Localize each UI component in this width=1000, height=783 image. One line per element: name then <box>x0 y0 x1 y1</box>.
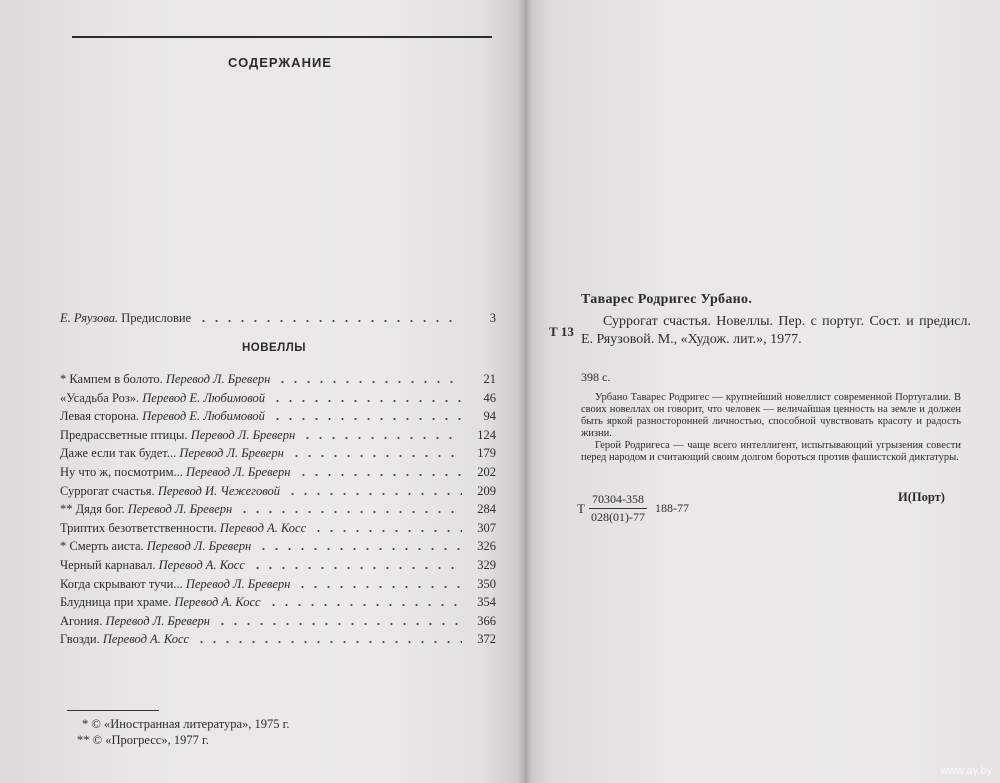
entry-title: Смерть аиста. <box>69 539 144 554</box>
entry-mark: ** <box>60 502 73 517</box>
page-count: 398 с. <box>581 370 611 384</box>
toc-entry <box>60 576 496 592</box>
entry-title: Триптих безответственности. <box>60 520 217 535</box>
toc-entry <box>60 390 496 406</box>
annotation-paragraph: Урбано Таварес Родригес — крупнейший новеллист современной Португалии. В своих новеллах он говорит, что человек — величайшая ценность на земле и должен быть яркой разносторонней личностью, способной чувствовать красоту и радость жизни. <box>581 392 961 439</box>
toc-entry <box>60 594 496 610</box>
dot-leader <box>195 635 462 644</box>
toc-entry <box>60 464 496 480</box>
footnote-text: © «Прогресс», 1977 г. <box>92 733 209 747</box>
watermark: www.ay.by <box>940 765 992 777</box>
entry-title: Левая сторона. <box>60 409 140 424</box>
entry-page: 21 <box>483 372 496 386</box>
section-title: НОВЕЛЛЫ <box>241 342 307 354</box>
entry-translator: Перевод Л. Бреверн <box>179 446 284 461</box>
footnote-mark: * <box>82 717 89 731</box>
entry-translator: Перевод Л. Бреверн <box>185 576 291 591</box>
dot-leader <box>257 542 462 551</box>
entry-title: Суррогат счастья. <box>60 483 155 498</box>
entry-title: Когда скрывают тучи... <box>60 576 183 591</box>
dot-leader <box>238 505 462 514</box>
toc-entry <box>60 483 496 499</box>
dot-leader <box>296 580 462 589</box>
preface-author: Е. Ряузова. <box>60 311 119 325</box>
annotation <box>581 392 961 464</box>
bib-denominator: 028(01)-77 <box>590 510 645 524</box>
footnote-mark: ** <box>77 733 90 747</box>
preface-title: Предисловие <box>121 311 192 325</box>
footnote-2 <box>77 732 209 748</box>
entry-mark: * <box>60 372 67 386</box>
toc-title: СОДЕРЖАНИЕ <box>228 55 332 70</box>
bib-numerator: 70304-358 <box>591 492 644 506</box>
entry-title: Гвозди. <box>60 632 100 647</box>
annotation-paragraph: Герой Родригеса — чаще всего интеллигент, испытывающий угрызения совести перед народом и считающий своим долгом бороться против фашистской диктатуры. <box>581 440 961 463</box>
dot-leader <box>271 394 462 403</box>
top-rule <box>72 36 492 38</box>
book-author-heading: Таварес Родригес Урбано. <box>581 292 753 307</box>
entry-page: 350 <box>477 576 496 591</box>
entry-title: Черный карнавал. <box>60 558 156 572</box>
entry-page: 46 <box>483 390 496 405</box>
catalog-code: Т 13 <box>549 324 574 339</box>
entry-page: 124 <box>477 427 496 442</box>
entry-translator: Перевод Е. Любимовой <box>142 409 265 424</box>
entry-translator: Перевод Л. Бреверн <box>190 427 296 442</box>
entry-translator: Перевод Л. Бреверн <box>165 372 271 386</box>
entry-page: 366 <box>477 613 496 628</box>
entry-title: Кампем в болото. <box>69 372 163 386</box>
preface-page: 3 <box>489 311 496 325</box>
bib-letter: Т <box>577 500 585 516</box>
dot-leader <box>301 431 462 440</box>
book-description: Суррогат счастья. Новеллы. Пер. с португ. Сост. и предисл. Е. Ряузовой. М., «Худож. лит.», 1977. <box>581 314 971 347</box>
footnote-text: © «Иностранная литература», 1975 г. <box>91 717 290 731</box>
entry-page: 94 <box>483 409 496 424</box>
entry-title: Даже если так будет... <box>60 446 177 461</box>
dot-leader <box>286 487 462 496</box>
entry-page: 329 <box>477 558 496 572</box>
entry-translator: Перевод А. Косс <box>102 632 190 647</box>
entry-translator: Перевод Л. Бреверн <box>127 502 233 517</box>
dot-leader <box>197 314 462 323</box>
entry-page: 284 <box>477 502 496 517</box>
entry-translator: Перевод А. Косс <box>219 520 307 535</box>
toc-entry <box>60 520 496 536</box>
entry-translator: Перевод А. Косс <box>174 595 261 610</box>
entry-translator: Перевод Л. Бреверн <box>105 613 210 628</box>
entry-page: 209 <box>477 483 496 498</box>
footnote-1 <box>82 716 290 732</box>
bib-fraction <box>589 492 647 525</box>
entry-title: «Усадьба Роз». <box>60 390 140 405</box>
entry-mark: * <box>60 539 67 554</box>
entry-translator: Перевод Е. Любимовой <box>142 390 265 405</box>
entry-title: Блудница при храме. <box>60 595 172 610</box>
entry-title: Дядя бог. <box>75 502 125 517</box>
entry-page: 354 <box>477 595 496 610</box>
book-spine-shadow <box>518 0 532 783</box>
dot-leader <box>267 598 462 607</box>
entry-translator: Перевод Л. Бреверн <box>146 539 252 554</box>
entry-page: 202 <box>477 465 496 479</box>
entry-title: Ну что ж, посмотрим... <box>60 465 183 479</box>
footnote-rule <box>67 710 159 711</box>
toc-entry <box>60 427 496 443</box>
entry-page: 179 <box>477 446 496 461</box>
bibliographic-code <box>577 492 689 525</box>
dot-leader <box>312 524 462 533</box>
entry-translator: Перевод А. Косс <box>158 558 245 572</box>
toc-entry <box>60 613 496 629</box>
entry-translator: Перевод Л. Бреверн <box>186 465 291 479</box>
toc-entry <box>60 557 496 573</box>
toc-preface-row <box>60 310 496 326</box>
toc-entry <box>60 445 496 461</box>
toc-entry <box>60 408 496 424</box>
classification-index: И(Порт) <box>898 490 945 504</box>
entry-title: Предрассветные птицы. <box>60 427 188 442</box>
toc-entry <box>60 501 496 517</box>
entry-title: Агония. <box>60 613 103 628</box>
dot-leader <box>276 375 462 384</box>
dot-leader <box>297 468 463 477</box>
dot-leader <box>216 617 462 626</box>
entry-page: 326 <box>477 539 496 554</box>
toc-entry <box>60 371 496 387</box>
toc-entry <box>60 631 496 647</box>
dot-leader <box>290 449 462 458</box>
entry-page: 372 <box>477 632 496 647</box>
dot-leader <box>271 412 462 421</box>
entry-translator: Перевод И. Чежеговой <box>157 483 281 498</box>
toc-entry <box>60 538 496 554</box>
dot-leader <box>251 561 462 570</box>
entry-page: 307 <box>477 520 496 535</box>
bib-suffix: 188-77 <box>654 501 689 515</box>
